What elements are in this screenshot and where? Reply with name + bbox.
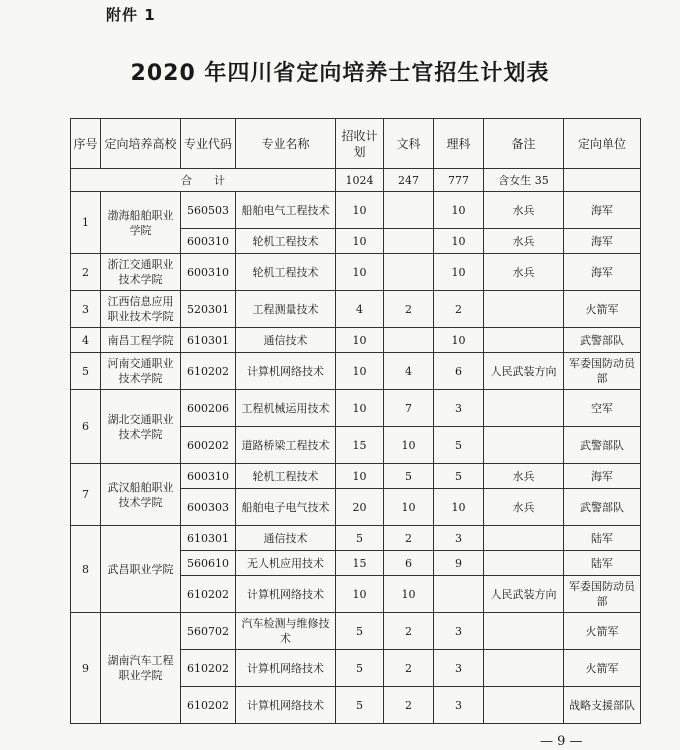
major-name: 计算机网络技术	[236, 353, 336, 390]
major-code: 560503	[181, 192, 236, 229]
major-code: 560610	[181, 551, 236, 576]
major-name: 轮机工程技术	[236, 464, 336, 489]
plan-count: 10	[336, 464, 384, 489]
major-name: 轮机工程技术	[236, 229, 336, 254]
table-row	[71, 353, 641, 390]
unit-cell: 军委国防动员部	[564, 576, 641, 613]
plan-count: 10	[336, 353, 384, 390]
school-number: 4	[71, 328, 101, 353]
science-count: 10	[434, 254, 484, 291]
plan-count: 10	[336, 229, 384, 254]
plan-count: 5	[336, 687, 384, 724]
plan-count: 5	[336, 526, 384, 551]
page-number: — 9 —	[540, 734, 583, 749]
note-cell: 水兵	[484, 464, 564, 489]
header-arts: 文科	[384, 119, 434, 169]
major-code: 600310	[181, 464, 236, 489]
table-row	[71, 291, 641, 328]
arts-count: 5	[384, 464, 434, 489]
major-code: 560702	[181, 613, 236, 650]
header-school: 定向培养高校	[101, 119, 181, 169]
major-code: 610202	[181, 687, 236, 724]
table-row	[71, 613, 641, 650]
science-count: 10	[434, 489, 484, 526]
major-code: 610202	[181, 353, 236, 390]
arts-count: 4	[384, 353, 434, 390]
note-cell	[484, 328, 564, 353]
note-cell	[484, 551, 564, 576]
school-number: 3	[71, 291, 101, 328]
note-cell	[484, 650, 564, 687]
unit-cell: 陆军	[564, 551, 641, 576]
arts-count: 6	[384, 551, 434, 576]
table-row	[71, 464, 641, 489]
science-count: 10	[434, 328, 484, 353]
school-name: 江西信息应用职业技术学院	[101, 291, 181, 328]
arts-count: 10	[384, 489, 434, 526]
total-label: 合 计	[71, 169, 336, 192]
major-name: 船舶电子电气技术	[236, 489, 336, 526]
major-name: 汽车检测与维修技术	[236, 613, 336, 650]
plan-count: 10	[336, 254, 384, 291]
plan-count: 10	[336, 576, 384, 613]
major-name: 通信技术	[236, 526, 336, 551]
plan-count: 10	[336, 390, 384, 427]
note-cell: 水兵	[484, 192, 564, 229]
note-cell	[484, 526, 564, 551]
note-cell: 水兵	[484, 489, 564, 526]
science-count: 3	[434, 687, 484, 724]
plan-count: 10	[336, 328, 384, 353]
unit-cell: 海军	[564, 192, 641, 229]
school-number: 2	[71, 254, 101, 291]
school-number: 7	[71, 464, 101, 526]
table-row	[71, 192, 641, 229]
major-code: 600303	[181, 489, 236, 526]
major-name: 道路桥梁工程技术	[236, 427, 336, 464]
unit-cell: 火箭军	[564, 291, 641, 328]
major-code: 610202	[181, 576, 236, 613]
note-cell	[484, 687, 564, 724]
table-row	[71, 390, 641, 427]
unit-cell: 军委国防动员部	[564, 353, 641, 390]
note-cell: 水兵	[484, 229, 564, 254]
science-count: 10	[434, 192, 484, 229]
major-code: 610301	[181, 526, 236, 551]
plan-count: 5	[336, 613, 384, 650]
note-cell: 人民武装方向	[484, 576, 564, 613]
total-plan: 1024	[336, 169, 384, 192]
school-name: 渤海船舶职业学院	[101, 192, 181, 254]
total-note: 含女生 35	[484, 169, 564, 192]
page-title: 2020 年四川省定向培养士官招生计划表	[130, 61, 550, 86]
unit-cell: 海军	[564, 229, 641, 254]
school-number: 5	[71, 353, 101, 390]
unit-cell: 武警部队	[564, 328, 641, 353]
total-unit	[564, 169, 641, 192]
note-cell: 水兵	[484, 254, 564, 291]
science-count: 3	[434, 650, 484, 687]
school-number: 8	[71, 526, 101, 613]
unit-cell: 武警部队	[564, 427, 641, 464]
arts-count	[384, 328, 434, 353]
table-body	[71, 169, 641, 724]
plan-table-container	[70, 118, 641, 724]
science-count	[434, 576, 484, 613]
arts-count: 2	[384, 291, 434, 328]
arts-count: 10	[384, 576, 434, 613]
unit-cell: 战略支援部队	[564, 687, 641, 724]
science-count: 10	[434, 229, 484, 254]
header-row	[71, 119, 641, 169]
school-name: 武汉船舶职业技术学院	[101, 464, 181, 526]
table-row	[71, 254, 641, 291]
total-row	[71, 169, 641, 192]
major-name: 无人机应用技术	[236, 551, 336, 576]
unit-cell: 火箭军	[564, 613, 641, 650]
school-name: 武昌职业学院	[101, 526, 181, 613]
arts-count	[384, 254, 434, 291]
unit-cell: 陆军	[564, 526, 641, 551]
major-name: 轮机工程技术	[236, 254, 336, 291]
note-cell	[484, 427, 564, 464]
major-name: 计算机网络技术	[236, 687, 336, 724]
header-major: 专业名称	[236, 119, 336, 169]
major-name: 计算机网络技术	[236, 650, 336, 687]
arts-count: 7	[384, 390, 434, 427]
school-name: 河南交通职业技术学院	[101, 353, 181, 390]
total-science: 777	[434, 169, 484, 192]
unit-cell: 海军	[564, 464, 641, 489]
major-code: 600310	[181, 229, 236, 254]
plan-count: 15	[336, 551, 384, 576]
header-code: 专业代码	[181, 119, 236, 169]
table-row	[71, 328, 641, 353]
unit-cell: 空军	[564, 390, 641, 427]
header-unit: 定向单位	[564, 119, 641, 169]
science-count: 3	[434, 526, 484, 551]
unit-cell: 火箭军	[564, 650, 641, 687]
major-name: 计算机网络技术	[236, 576, 336, 613]
arts-count	[384, 192, 434, 229]
major-code: 600310	[181, 254, 236, 291]
total-arts: 247	[384, 169, 434, 192]
science-count: 6	[434, 353, 484, 390]
plan-count: 15	[336, 427, 384, 464]
major-code: 520301	[181, 291, 236, 328]
science-count: 3	[434, 613, 484, 650]
school-name: 南昌工程学院	[101, 328, 181, 353]
header-note: 备注	[484, 119, 564, 169]
school-name: 湖北交通职业技术学院	[101, 390, 181, 464]
plan-count: 4	[336, 291, 384, 328]
note-cell	[484, 613, 564, 650]
major-code: 600202	[181, 427, 236, 464]
major-name: 通信技术	[236, 328, 336, 353]
attachment-label: 附件 1	[106, 6, 156, 24]
plan-count: 20	[336, 489, 384, 526]
science-count: 2	[434, 291, 484, 328]
science-count: 3	[434, 390, 484, 427]
arts-count	[384, 229, 434, 254]
major-code: 610202	[181, 650, 236, 687]
major-name: 工程机械运用技术	[236, 390, 336, 427]
note-cell	[484, 390, 564, 427]
arts-count: 2	[384, 526, 434, 551]
plan-count: 5	[336, 650, 384, 687]
enrollment-plan-table	[70, 118, 641, 724]
note-cell: 人民武装方向	[484, 353, 564, 390]
school-name: 浙江交通职业技术学院	[101, 254, 181, 291]
major-name: 船舶电气工程技术	[236, 192, 336, 229]
arts-count: 2	[384, 687, 434, 724]
school-number: 9	[71, 613, 101, 724]
arts-count: 2	[384, 650, 434, 687]
note-cell	[484, 291, 564, 328]
header-no: 序号	[71, 119, 101, 169]
header-plan: 招收计划	[336, 119, 384, 169]
science-count: 5	[434, 427, 484, 464]
arts-count: 2	[384, 613, 434, 650]
arts-count: 10	[384, 427, 434, 464]
science-count: 9	[434, 551, 484, 576]
major-code: 600206	[181, 390, 236, 427]
table-row	[71, 526, 641, 551]
plan-count: 10	[336, 192, 384, 229]
school-number: 1	[71, 192, 101, 254]
header-science: 理科	[434, 119, 484, 169]
major-name: 工程测量技术	[236, 291, 336, 328]
school-name: 湖南汽车工程职业学院	[101, 613, 181, 724]
school-number: 6	[71, 390, 101, 464]
science-count: 5	[434, 464, 484, 489]
unit-cell: 武警部队	[564, 489, 641, 526]
major-code: 610301	[181, 328, 236, 353]
unit-cell: 海军	[564, 254, 641, 291]
